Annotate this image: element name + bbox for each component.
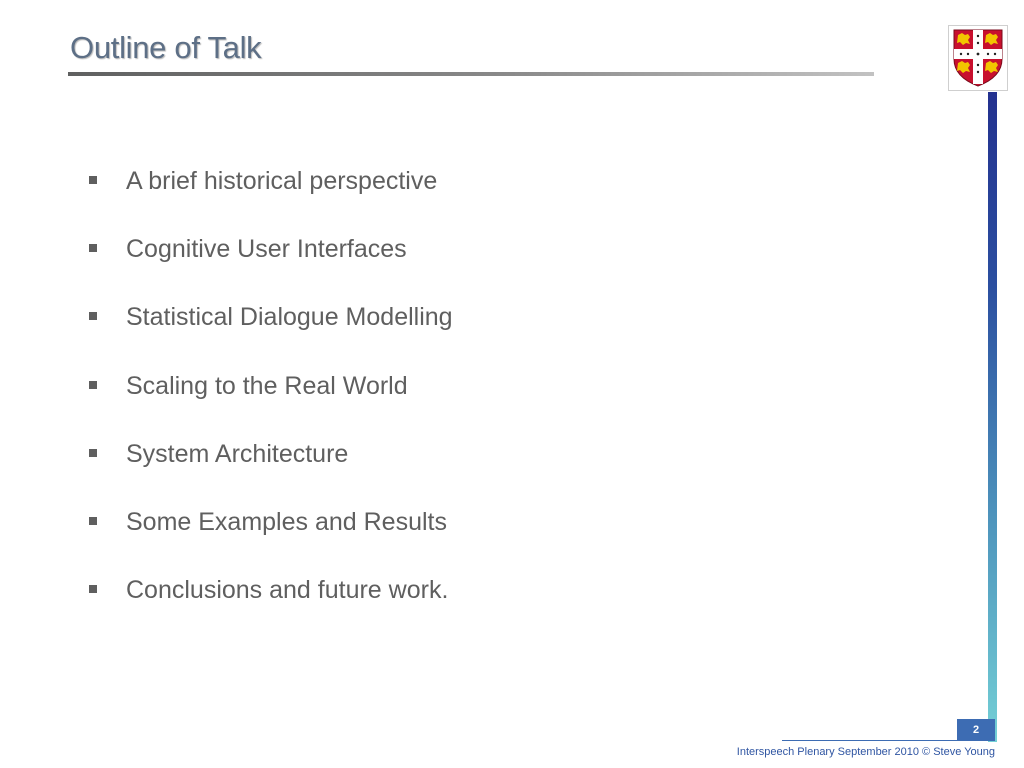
slide-title: Outline of Talk <box>70 30 262 65</box>
bullet-text: Conclusions and future work. <box>126 576 449 605</box>
footer-credit: Interspeech Plenary September 2010 © Steve Young <box>736 746 995 758</box>
footer-rule <box>782 740 957 741</box>
square-bullet-icon <box>89 244 97 252</box>
bullet-text: Statistical Dialogue Modelling <box>126 303 453 332</box>
crest-logo <box>948 25 1008 91</box>
square-bullet-icon <box>89 449 97 457</box>
page-number: 2 <box>957 719 995 741</box>
side-accent-bar <box>988 92 997 742</box>
title-underline <box>68 72 874 76</box>
bullet-text: A brief historical perspective <box>126 167 438 195</box>
bullet-text: Some Examples and Results <box>126 507 447 536</box>
square-bullet-icon <box>89 381 97 389</box>
bullet-text: Cognitive User Interfaces <box>126 235 407 264</box>
square-bullet-icon <box>89 312 97 320</box>
square-bullet-icon <box>89 585 97 593</box>
bullet-text: System Architecture <box>126 439 349 468</box>
square-bullet-icon <box>89 517 97 525</box>
university-crest-icon <box>953 29 1003 87</box>
square-bullet-icon <box>89 176 97 184</box>
bullet-text: Scaling to the Real World <box>126 371 408 400</box>
